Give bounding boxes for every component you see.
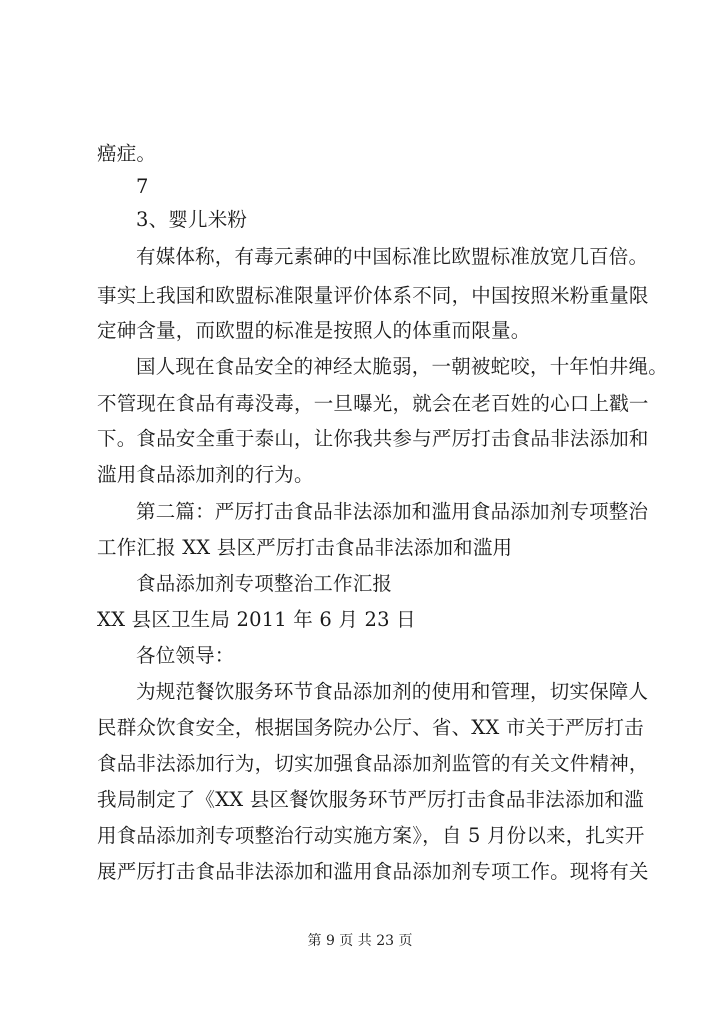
salutation: 各位领导：: [136, 644, 235, 667]
text-line: 不管现在食品有毒没毒，一旦曝光，就会在老百姓的心口上戳一: [97, 392, 649, 415]
text-line: 定砷含量，而欧盟的标准是按照人的体重而限量。: [97, 319, 531, 342]
text-line: 我局制定了《XX 县区餐饮服务环节严厉打击食品非法添加和滥: [97, 788, 644, 811]
text-line: 事实上我国和欧盟标准限量评价体系不同，中国按照米粉重量限: [97, 284, 649, 307]
page-footer: 第 9 页 共 23 页: [307, 933, 413, 949]
text-line: 有媒体称，有毒元素砷的中国标准比欧盟标准放宽几百倍。: [136, 245, 649, 268]
chapter-heading: 第二篇：严厉打击食品非法添加和滥用食品添加剂专项整治: [136, 500, 649, 523]
text-line: 展严厉打击食品非法添加和滥用食品添加剂专项工作。现将有关: [97, 860, 649, 883]
text-line: 下。食品安全重于泰山，让你我共参与严厉打击食品非法添加和: [97, 427, 649, 450]
text-line: 国人现在食品安全的神经太脆弱，一朝被蛇咬，十年怕井绳。: [136, 355, 668, 378]
text-line: 食品非法添加行为，切实加强食品添加剂监管的有关文件精神，: [97, 752, 649, 775]
text-line: 为规范餐饮服务环节食品添加剂的使用和管理，切实保障人: [136, 680, 649, 703]
text-line: 癌症。: [97, 142, 157, 165]
page-number-marker: 7: [136, 175, 149, 198]
chapter-heading-continued: 工作汇报 XX 县区严厉打击食品非法添加和滥用: [97, 536, 513, 559]
report-title: 食品添加剂专项整治工作汇报: [136, 572, 393, 595]
text-line: 用食品添加剂专项整治行动实施方案》，自 5 月份以来，扎实开: [97, 824, 645, 847]
text-line: 滥用食品添加剂的行为。: [97, 463, 314, 486]
report-byline: XX 县区卫生局 2011 年 6 月 23 日: [97, 608, 416, 631]
text-line: 民群众饮食安全，根据国务院办公厅、省、XX 市关于严厉打击: [97, 716, 644, 739]
section-heading: 3、婴儿米粉: [136, 208, 248, 231]
